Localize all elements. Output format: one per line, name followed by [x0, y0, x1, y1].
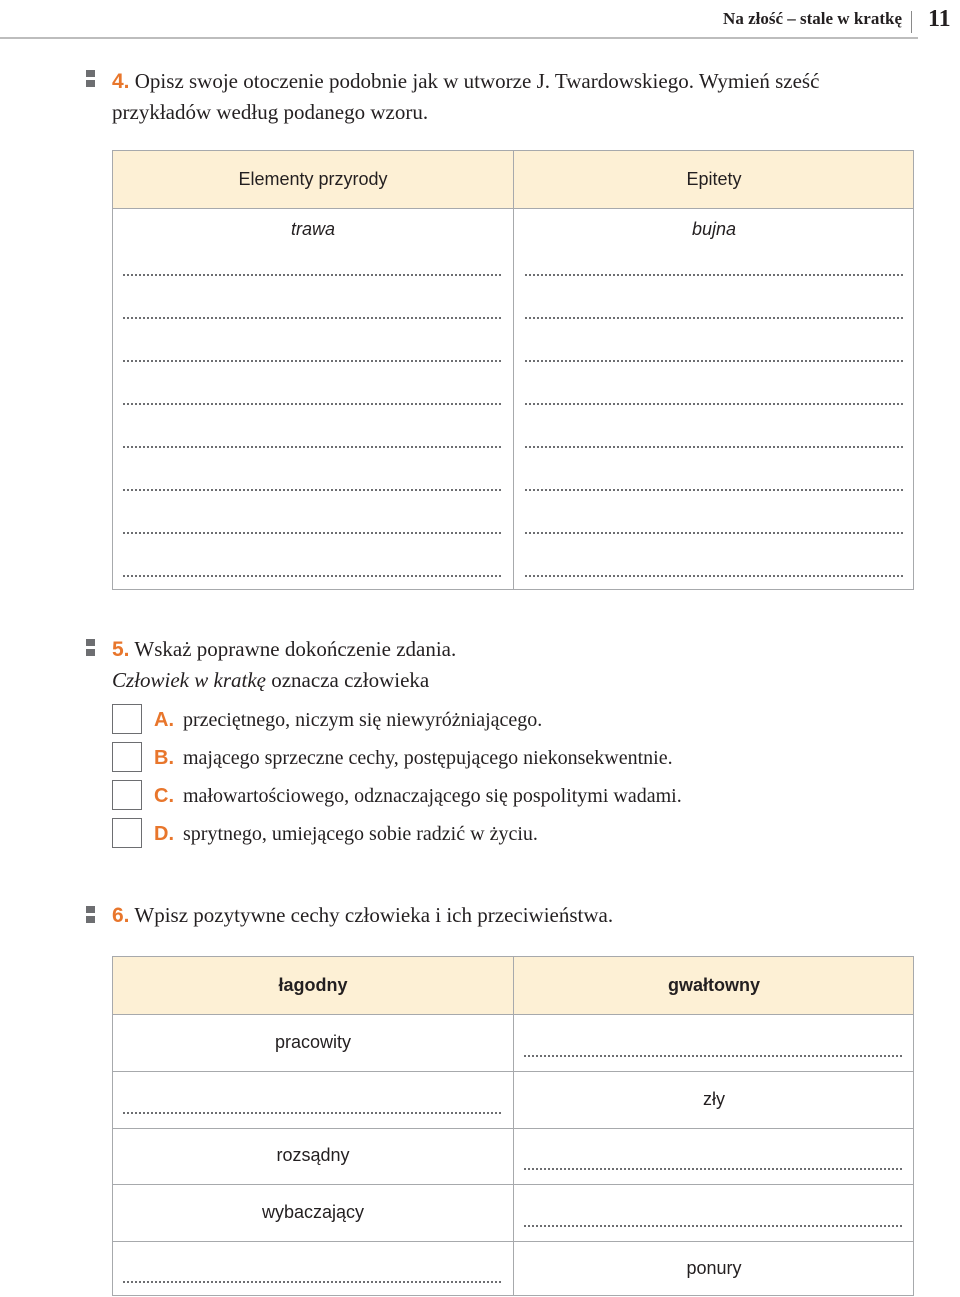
- option-c-letter: C.: [154, 785, 174, 807]
- task-5-phrase: Człowiek w kratkę: [112, 668, 266, 692]
- task-4-number: 4.: [112, 70, 130, 93]
- table-column-divider: [513, 151, 514, 589]
- answer-dotted-line[interactable]: [525, 575, 903, 577]
- table-row-divider: [113, 1128, 913, 1129]
- header-epitety: Epitety: [686, 169, 742, 189]
- header-lagodny: łagodny: [278, 975, 348, 995]
- answer-dotted-line[interactable]: [123, 317, 501, 319]
- task-4-instruction: [112, 66, 922, 127]
- task-marker-icon: [86, 906, 95, 926]
- header-rule: [0, 37, 918, 39]
- option-b-letter: B.: [154, 747, 174, 769]
- task-marker-icon: [86, 70, 95, 90]
- answer-dotted-line[interactable]: [525, 489, 903, 491]
- task-5-phrase-rest: oznacza człowieka: [265, 668, 430, 692]
- header-gwaltowny: gwałtowny: [667, 975, 760, 995]
- task-6-instruction: [112, 900, 922, 931]
- task-6-table: [112, 956, 914, 1296]
- header-elementy-przyrody: Elementy przyrody: [238, 169, 388, 189]
- option-c: [112, 780, 872, 812]
- answer-dotted-line[interactable]: [123, 575, 501, 577]
- answer-dotted-line[interactable]: [525, 446, 903, 448]
- task-5-text: Wskaż poprawne dokończenie zdania.: [134, 637, 457, 661]
- task-4-text-line2: przykładów według podanego wzoru.: [112, 100, 429, 124]
- option-a-checkbox[interactable]: [112, 704, 142, 734]
- trait-cell-text: ponury: [686, 1258, 742, 1278]
- task-6-number: 6.: [112, 904, 130, 927]
- option-d-text: sprytnego, umiejącego sobie radzić w życiu.: [183, 823, 538, 845]
- running-header-title: Na złość – stale w kratkę: [723, 9, 902, 28]
- answer-dotted-line[interactable]: [525, 532, 903, 534]
- header-separator: [911, 11, 912, 33]
- task-5-instruction: [112, 634, 922, 695]
- example-epithet: bujna: [691, 219, 737, 239]
- option-a-letter: A.: [154, 709, 174, 731]
- option-a: [112, 704, 872, 736]
- answer-dotted-line[interactable]: [123, 446, 501, 448]
- answer-dotted-line[interactable]: [123, 489, 501, 491]
- option-b: [112, 742, 872, 774]
- trait-cell-text: zły: [703, 1089, 725, 1109]
- option-d-letter: D.: [154, 823, 174, 845]
- option-b-text: mającego sprzeczne cechy, postępującego niekonsekwentnie.: [183, 747, 673, 769]
- task-4-table: [112, 150, 914, 590]
- answer-dotted-line[interactable]: [524, 1225, 902, 1227]
- answer-dotted-line[interactable]: [123, 1281, 501, 1283]
- table-row-divider: [113, 1071, 913, 1072]
- example-element: trawa: [290, 219, 335, 239]
- option-c-checkbox[interactable]: [112, 780, 142, 810]
- answer-dotted-line[interactable]: [525, 274, 903, 276]
- option-a-text: przeciętnego, niczym się niewyróżniającego.: [183, 709, 543, 731]
- answer-dotted-line[interactable]: [123, 360, 501, 362]
- option-d-checkbox[interactable]: [112, 818, 142, 848]
- task-4-text-line1: Opisz swoje otoczenie podobnie jak w utworze J. Twardowskiego. Wymień sześć: [134, 69, 820, 93]
- table-row-divider: [113, 1241, 913, 1242]
- answer-dotted-line[interactable]: [123, 274, 501, 276]
- option-c-text: małowartościowego, odznaczającego się pospolitymi wadami.: [183, 785, 682, 807]
- trait-cell-text: wybaczający: [261, 1202, 365, 1222]
- answer-dotted-line[interactable]: [123, 1112, 501, 1114]
- answer-dotted-line[interactable]: [525, 360, 903, 362]
- option-d: [112, 818, 872, 850]
- answer-dotted-line[interactable]: [123, 403, 501, 405]
- page-number: 11: [928, 6, 951, 32]
- trait-cell-text: pracowity: [274, 1032, 352, 1052]
- answer-dotted-line[interactable]: [525, 403, 903, 405]
- task-marker-icon: [86, 639, 95, 659]
- answer-dotted-line[interactable]: [525, 317, 903, 319]
- task-5-number: 5.: [112, 638, 130, 661]
- table-row-divider: [113, 1184, 913, 1185]
- task-6-text: Wpisz pozytywne cechy człowieka i ich przeciwieństwa.: [134, 903, 614, 927]
- answer-dotted-line[interactable]: [524, 1055, 902, 1057]
- answer-dotted-line[interactable]: [524, 1168, 902, 1170]
- option-b-checkbox[interactable]: [112, 742, 142, 772]
- answer-dotted-line[interactable]: [123, 532, 501, 534]
- trait-cell-text: rozsądny: [276, 1145, 350, 1165]
